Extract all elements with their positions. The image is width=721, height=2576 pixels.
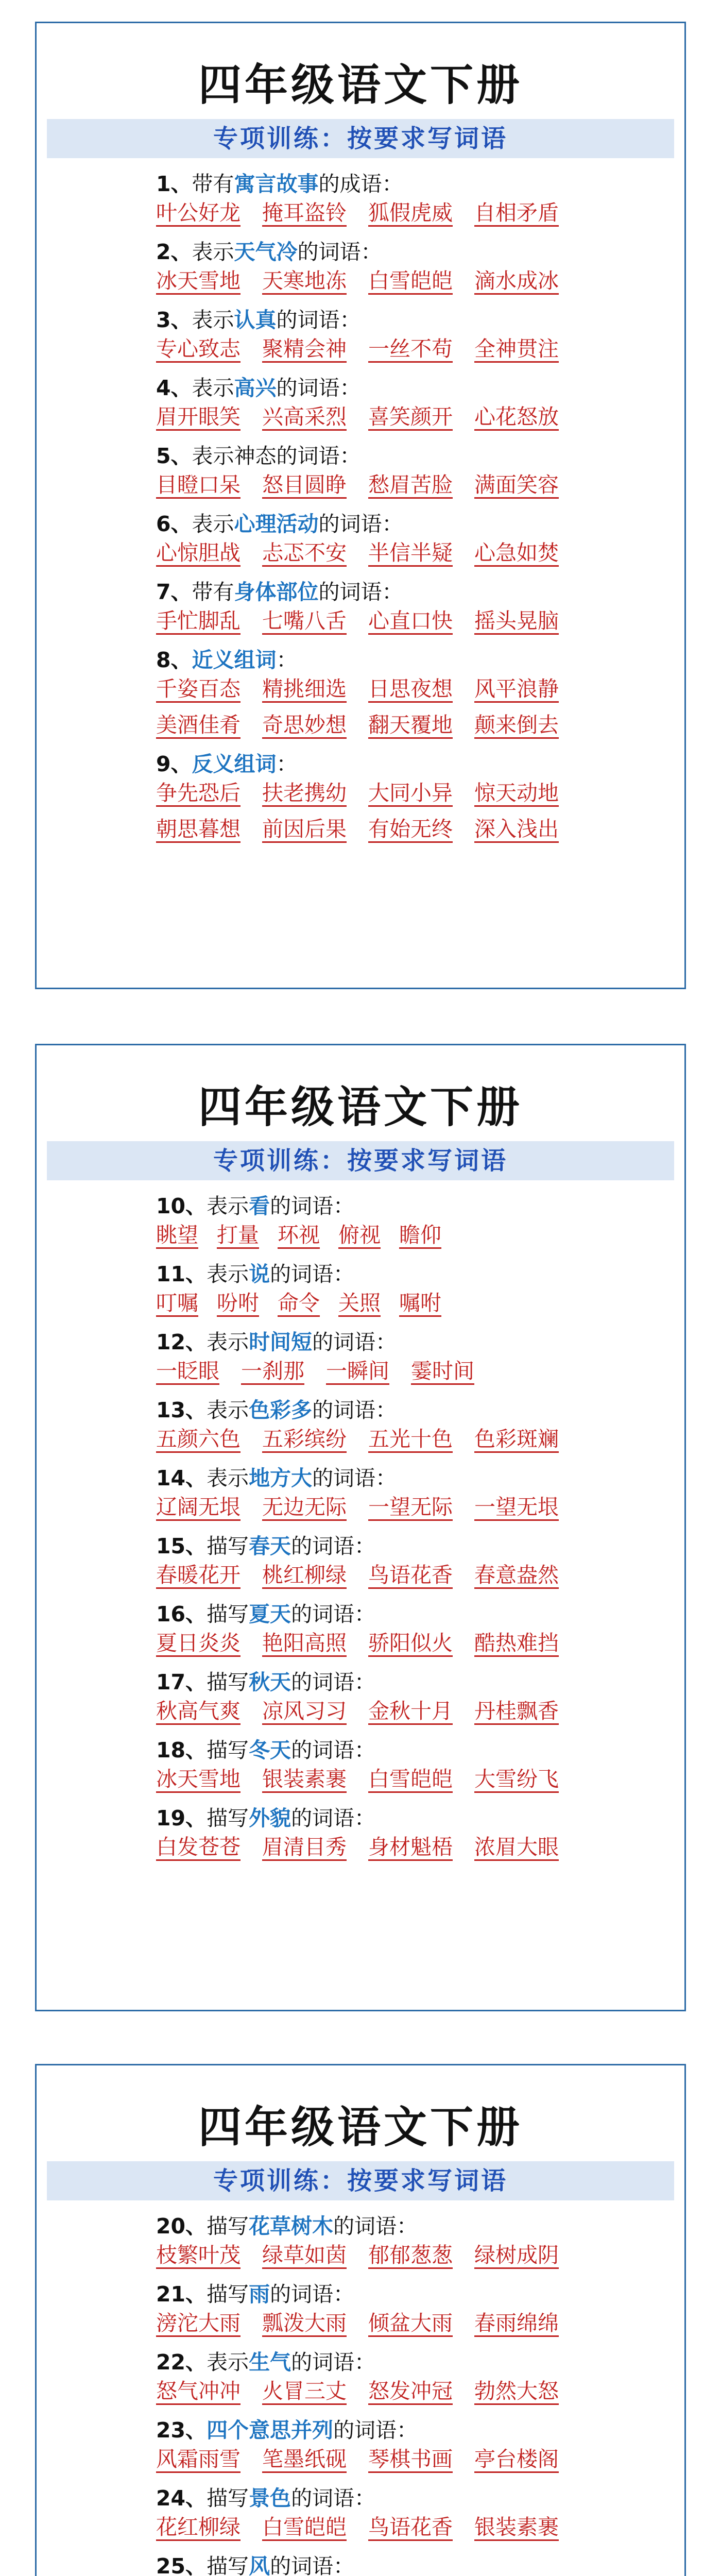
answer-word: 命令 bbox=[278, 1291, 320, 1317]
answer-word: 半信半疑 bbox=[368, 540, 453, 567]
question-line bbox=[156, 1599, 684, 1630]
question-text: 描写 bbox=[207, 1738, 249, 1762]
answer-word: 颠来倒去 bbox=[474, 713, 559, 739]
question-keyword: 色彩多 bbox=[249, 1398, 313, 1422]
answer-row bbox=[156, 779, 684, 816]
answer-row bbox=[156, 1630, 684, 1666]
question-line bbox=[156, 2211, 684, 2242]
answer-word: 郁郁葱葱 bbox=[368, 2243, 453, 2269]
answer-row bbox=[156, 2378, 684, 2414]
question-text: 带有 bbox=[192, 580, 234, 604]
question-text-end: 的词语： bbox=[291, 1738, 376, 1762]
question-line bbox=[156, 1803, 684, 1834]
answer-word: 喜笑颜开 bbox=[368, 404, 453, 431]
answer-row bbox=[156, 816, 684, 852]
question-number: 14、 bbox=[156, 1466, 207, 1490]
answer-word: 掩耳盗铃 bbox=[262, 200, 347, 227]
question-text: 表示 bbox=[192, 512, 234, 536]
question-number: 2、 bbox=[156, 240, 192, 264]
answer-row bbox=[156, 335, 684, 371]
question-keyword: 四个意思并列 bbox=[207, 2418, 334, 2443]
question-number: 13、 bbox=[156, 1398, 207, 1422]
answer-word: 狐假虎威 bbox=[368, 200, 453, 227]
answer-word: 丹桂飘香 bbox=[474, 1699, 559, 1725]
question-keyword: 风 bbox=[249, 2554, 270, 2576]
answer-word: 一刹那 bbox=[241, 1359, 304, 1385]
answer-word: 一眨眼 bbox=[156, 1359, 219, 1385]
answer-word: 辽阔无垠 bbox=[156, 1495, 241, 1521]
question-line bbox=[156, 2279, 684, 2310]
answer-word: 浓眉大眼 bbox=[474, 1835, 559, 1861]
answer-word: 有始无终 bbox=[368, 817, 453, 843]
question-number: 11、 bbox=[156, 1262, 207, 1286]
answer-word: 俯视 bbox=[338, 1223, 381, 1249]
answer-word: 环视 bbox=[278, 1223, 320, 1249]
question-number: 23、 bbox=[156, 2418, 207, 2443]
answer-word: 鸟语花香 bbox=[368, 1563, 453, 1589]
answer-word: 色彩斑斓 bbox=[474, 1427, 559, 1453]
answer-word: 嘱咐 bbox=[399, 1291, 441, 1317]
question-text-end: 的词语： bbox=[270, 2282, 355, 2307]
question-number: 3、 bbox=[156, 308, 192, 332]
question-keyword: 心理活动 bbox=[234, 512, 319, 536]
answer-word: 枝繁叶茂 bbox=[156, 2243, 241, 2269]
question-line bbox=[156, 645, 684, 675]
question-number: 25、 bbox=[156, 2554, 207, 2576]
answer-word: 怒发冲冠 bbox=[368, 2379, 453, 2405]
answer-word: 美酒佳肴 bbox=[156, 713, 241, 739]
answer-word: 白发苍苍 bbox=[156, 1835, 241, 1861]
answer-word: 春意盎然 bbox=[474, 1563, 559, 1589]
answer-row bbox=[156, 711, 684, 748]
answer-word: 眉清目秀 bbox=[262, 1835, 347, 1861]
answer-word: 忐忑不安 bbox=[262, 540, 347, 567]
answer-word: 五颜六色 bbox=[156, 1427, 241, 1453]
answer-word: 专心致志 bbox=[156, 336, 241, 363]
question-keyword: 寓言故事 bbox=[234, 172, 319, 196]
question-text: 表示 bbox=[207, 1466, 249, 1490]
question-text: 表示 bbox=[192, 308, 234, 332]
question-text-end: 的词语： bbox=[291, 1806, 376, 1831]
answer-word: 琴棋书画 bbox=[368, 2447, 453, 2473]
question-line bbox=[156, 440, 684, 471]
answer-row bbox=[156, 1834, 684, 1870]
answer-row bbox=[156, 1766, 684, 1802]
question-number: 8、 bbox=[156, 648, 192, 672]
card-subtitle: 专项训练：按要求写词语 bbox=[47, 2161, 674, 2200]
answer-word: 前因后果 bbox=[262, 817, 347, 843]
answer-word: 霎时间 bbox=[411, 1359, 474, 1385]
answer-word: 眉开眼笑 bbox=[156, 404, 241, 431]
answer-word: 叮嘱 bbox=[156, 1291, 198, 1317]
answer-row bbox=[156, 1290, 684, 1326]
answer-word: 金秋十月 bbox=[368, 1699, 453, 1725]
question-keyword: 春天 bbox=[249, 1534, 291, 1558]
question-text: 表示神态的词语： bbox=[192, 444, 361, 468]
answer-word: 争先恐后 bbox=[156, 781, 241, 807]
answer-word: 滂沱大雨 bbox=[156, 2311, 241, 2337]
question-text-end: 的词语： bbox=[291, 1670, 376, 1694]
question-text-end: 的词语： bbox=[291, 1602, 376, 1626]
question-text-end: 的词语： bbox=[297, 240, 382, 264]
answer-word: 怒目圆睁 bbox=[262, 472, 347, 499]
answer-word: 火冒三丈 bbox=[262, 2379, 347, 2405]
answer-word: 打量 bbox=[217, 1223, 259, 1249]
answer-word: 叶公好龙 bbox=[156, 200, 241, 227]
answer-row bbox=[156, 1698, 684, 1734]
question-number: 12、 bbox=[156, 1330, 207, 1354]
answer-word: 惊天动地 bbox=[474, 781, 559, 807]
question-keyword: 冬天 bbox=[249, 1738, 291, 1762]
question-text-end: ： bbox=[276, 752, 298, 776]
answer-word: 自相矛盾 bbox=[474, 200, 559, 227]
card-title: 四年级语文下册 bbox=[198, 2102, 523, 2153]
question-keyword: 天气冷 bbox=[234, 240, 298, 264]
answer-row bbox=[156, 471, 684, 507]
question-number: 9、 bbox=[156, 752, 192, 776]
answer-row bbox=[156, 675, 684, 711]
answer-word: 满面笑容 bbox=[474, 472, 559, 499]
question-number: 17、 bbox=[156, 1670, 207, 1694]
question-keyword: 雨 bbox=[249, 2282, 270, 2307]
answer-row bbox=[156, 199, 684, 235]
question-text: 描写 bbox=[207, 2282, 249, 2307]
answer-word: 手忙脚乱 bbox=[156, 608, 241, 635]
question-line bbox=[156, 1191, 684, 1222]
answer-row bbox=[156, 2514, 684, 2550]
question-text: 表示 bbox=[207, 1262, 249, 1286]
question-text-end: 的词语： bbox=[291, 2350, 376, 2375]
answer-word: 五光十色 bbox=[368, 1427, 453, 1453]
question-text: 描写 bbox=[207, 2554, 249, 2576]
answer-row bbox=[156, 1222, 684, 1258]
answer-row bbox=[156, 2242, 684, 2278]
answer-word: 风平浪静 bbox=[474, 676, 559, 703]
answer-word: 鸟语花香 bbox=[368, 2515, 453, 2541]
question-number: 4、 bbox=[156, 376, 192, 400]
answer-word: 秋高气爽 bbox=[156, 1699, 241, 1725]
answer-word: 银装素裹 bbox=[474, 2515, 559, 2541]
question-text: 表示 bbox=[192, 376, 234, 400]
question-text-end: 的词语： bbox=[291, 1534, 376, 1558]
answer-word: 勃然大怒 bbox=[474, 2379, 559, 2405]
answer-word: 桃红柳绿 bbox=[262, 1563, 347, 1589]
answer-row bbox=[156, 539, 684, 575]
answer-word: 花红柳绿 bbox=[156, 2515, 241, 2541]
answer-row bbox=[156, 1494, 684, 1530]
answer-word: 奇思妙想 bbox=[262, 713, 347, 739]
question-line bbox=[156, 236, 684, 267]
answer-word: 白雪皑皑 bbox=[368, 268, 453, 295]
question-text: 表示 bbox=[207, 1194, 249, 1218]
question-keyword: 地方大 bbox=[249, 1466, 313, 1490]
card-subtitle: 专项训练：按要求写词语 bbox=[47, 1141, 674, 1180]
question-text: 表示 bbox=[207, 1330, 249, 1354]
answer-word: 无边无际 bbox=[262, 1495, 347, 1521]
question-text-end: 的词语： bbox=[276, 308, 361, 332]
question-line bbox=[156, 1531, 684, 1562]
question-text: 表示 bbox=[207, 2350, 249, 2375]
answer-word: 眺望 bbox=[156, 1223, 198, 1249]
question-text: 表示 bbox=[207, 1398, 249, 1422]
answer-word: 千姿百态 bbox=[156, 676, 241, 703]
answer-word: 绿树成阴 bbox=[474, 2243, 559, 2269]
question-line bbox=[156, 2551, 684, 2576]
answer-word: 朝思暮想 bbox=[156, 817, 241, 843]
answer-word: 心花怒放 bbox=[474, 404, 559, 431]
answer-word: 大雪纷飞 bbox=[474, 1767, 559, 1793]
question-keyword: 花草树木 bbox=[249, 2214, 334, 2239]
question-keyword: 景色 bbox=[249, 2486, 291, 2511]
answer-word: 银装素裹 bbox=[262, 1767, 347, 1793]
answer-word: 摇头晃脑 bbox=[474, 608, 559, 635]
question-text-end: 的词语： bbox=[312, 1398, 397, 1422]
answer-word: 一瞬间 bbox=[326, 1359, 389, 1385]
answer-row bbox=[156, 1562, 684, 1598]
answer-word: 心惊胆战 bbox=[156, 540, 241, 567]
question-number: 7、 bbox=[156, 580, 192, 604]
question-number: 15、 bbox=[156, 1534, 207, 1558]
answer-word: 大同小异 bbox=[368, 781, 453, 807]
answer-word: 扶老携幼 bbox=[262, 781, 347, 807]
answer-word: 一望无垠 bbox=[474, 1495, 559, 1521]
question-keyword: 近义组词 bbox=[192, 648, 277, 672]
answer-word: 聚精会神 bbox=[262, 336, 347, 363]
answer-word: 冰天雪地 bbox=[156, 1767, 241, 1793]
answer-word: 七嘴八舌 bbox=[262, 608, 347, 635]
question-number: 16、 bbox=[156, 1602, 207, 1626]
question-number: 21、 bbox=[156, 2282, 207, 2307]
question-text: 描写 bbox=[207, 1534, 249, 1558]
card-title: 四年级语文下册 bbox=[198, 59, 523, 110]
question-text-end: 的词语： bbox=[291, 2486, 376, 2511]
card-title: 四年级语文下册 bbox=[198, 1081, 523, 1132]
question-number: 5、 bbox=[156, 444, 192, 468]
question-text-end: 的成语： bbox=[318, 172, 403, 196]
question-line bbox=[156, 749, 684, 779]
question-line bbox=[156, 304, 684, 335]
question-keyword: 时间短 bbox=[249, 1330, 313, 1354]
worksheet-card-2 bbox=[35, 1044, 686, 2011]
answer-row bbox=[156, 267, 684, 303]
question-line bbox=[156, 1327, 684, 1358]
question-keyword: 说 bbox=[249, 1262, 270, 1286]
answer-word: 全神贯注 bbox=[474, 336, 559, 363]
question-keyword: 认真 bbox=[234, 308, 277, 332]
question-keyword: 生气 bbox=[249, 2350, 291, 2375]
question-text: 描写 bbox=[207, 2486, 249, 2511]
question-number: 1、 bbox=[156, 172, 192, 196]
question-number: 6、 bbox=[156, 512, 192, 536]
question-line bbox=[156, 2347, 684, 2378]
answer-word: 一望无际 bbox=[368, 1495, 453, 1521]
answer-word: 天寒地冻 bbox=[262, 268, 347, 295]
question-text-end: 的词语： bbox=[312, 1466, 397, 1490]
question-line bbox=[156, 1259, 684, 1290]
answer-word: 瞻仰 bbox=[399, 1223, 441, 1249]
question-line bbox=[156, 372, 684, 403]
question-keyword: 看 bbox=[249, 1194, 270, 1218]
answer-word: 酷热难挡 bbox=[474, 1631, 559, 1657]
answer-word: 关照 bbox=[338, 1291, 381, 1317]
question-keyword: 外貌 bbox=[249, 1806, 291, 1831]
question-line bbox=[156, 2483, 684, 2514]
question-number: 24、 bbox=[156, 2486, 207, 2511]
question-number: 22、 bbox=[156, 2350, 207, 2375]
question-text: 描写 bbox=[207, 2214, 249, 2239]
answer-word: 滴水成冰 bbox=[474, 268, 559, 295]
answer-word: 吩咐 bbox=[217, 1291, 259, 1317]
worksheet-card-1 bbox=[35, 22, 686, 989]
question-number: 10、 bbox=[156, 1194, 207, 1218]
question-keyword: 身体部位 bbox=[234, 580, 319, 604]
question-text-end: 的词语： bbox=[270, 2554, 355, 2576]
section-list bbox=[37, 1191, 684, 1870]
question-text-end: 的词语： bbox=[270, 1194, 355, 1218]
question-line bbox=[156, 1395, 684, 1426]
question-text: 表示 bbox=[192, 240, 234, 264]
answer-word: 深入浅出 bbox=[474, 817, 559, 843]
answer-word: 精挑细选 bbox=[262, 676, 347, 703]
answer-word: 五彩缤纷 bbox=[262, 1427, 347, 1453]
worksheet-card-3 bbox=[35, 2064, 686, 2576]
question-text-end: 的词语： bbox=[333, 2418, 418, 2443]
question-text-end: ： bbox=[276, 648, 298, 672]
question-text-end: 的词语： bbox=[318, 580, 403, 604]
answer-word: 兴高采烈 bbox=[262, 404, 347, 431]
answer-word: 身材魁梧 bbox=[368, 1835, 453, 1861]
answer-word: 愁眉苦脸 bbox=[368, 472, 453, 499]
answer-row bbox=[156, 607, 684, 643]
answer-word: 夏日炎炎 bbox=[156, 1631, 241, 1657]
answer-word: 绿草如茵 bbox=[262, 2243, 347, 2269]
answer-word: 骄阳似火 bbox=[368, 1631, 453, 1657]
question-text-end: 的词语： bbox=[318, 512, 403, 536]
answer-row bbox=[156, 403, 684, 439]
answer-word: 怒气冲冲 bbox=[156, 2379, 241, 2405]
question-text: 带有 bbox=[192, 172, 234, 196]
section-list bbox=[37, 168, 684, 852]
answer-word: 白雪皑皑 bbox=[368, 1767, 453, 1793]
question-line bbox=[156, 1463, 684, 1494]
answer-word: 目瞪口呆 bbox=[156, 472, 241, 499]
answer-word: 亭台楼阁 bbox=[474, 2447, 559, 2473]
answer-word: 一丝不苟 bbox=[368, 336, 453, 363]
answer-word: 凉风习习 bbox=[262, 1699, 347, 1725]
question-line bbox=[156, 509, 684, 539]
question-line bbox=[156, 577, 684, 607]
question-text: 描写 bbox=[207, 1806, 249, 1831]
question-text: 描写 bbox=[207, 1670, 249, 1694]
answer-word: 风霜雨雪 bbox=[156, 2447, 241, 2473]
question-keyword: 反义组词 bbox=[192, 752, 277, 776]
answer-word: 白雪皑皑 bbox=[262, 2515, 347, 2541]
card-subtitle: 专项训练：按要求写词语 bbox=[47, 119, 674, 158]
answer-row bbox=[156, 1426, 684, 1462]
question-line bbox=[156, 168, 684, 199]
answer-row bbox=[156, 2310, 684, 2346]
answer-row bbox=[156, 1358, 684, 1394]
answer-word: 心直口快 bbox=[368, 608, 453, 635]
question-number: 20、 bbox=[156, 2214, 207, 2239]
question-text-end: 的词语： bbox=[276, 376, 361, 400]
question-line bbox=[156, 1667, 684, 1698]
answer-row bbox=[156, 2446, 684, 2482]
answer-word: 春雨绵绵 bbox=[474, 2311, 559, 2337]
question-text-end: 的词语： bbox=[312, 1330, 397, 1354]
answer-word: 冰天雪地 bbox=[156, 268, 241, 295]
question-line bbox=[156, 2415, 684, 2446]
answer-word: 心急如焚 bbox=[474, 540, 559, 567]
question-number: 18、 bbox=[156, 1738, 207, 1762]
question-keyword: 高兴 bbox=[234, 376, 277, 400]
section-list bbox=[37, 2211, 684, 2576]
answer-word: 艳阳高照 bbox=[262, 1631, 347, 1657]
answer-word: 翻天覆地 bbox=[368, 713, 453, 739]
answer-word: 春暖花开 bbox=[156, 1563, 241, 1589]
question-keyword: 夏天 bbox=[249, 1602, 291, 1626]
question-number: 19、 bbox=[156, 1806, 207, 1831]
answer-word: 笔墨纸砚 bbox=[262, 2447, 347, 2473]
question-text-end: 的词语： bbox=[333, 2214, 418, 2239]
answer-word: 瓢泼大雨 bbox=[262, 2311, 347, 2337]
question-line bbox=[156, 1735, 684, 1766]
question-keyword: 秋天 bbox=[249, 1670, 291, 1694]
answer-word: 倾盆大雨 bbox=[368, 2311, 453, 2337]
question-text-end: 的词语： bbox=[270, 1262, 355, 1286]
question-text: 描写 bbox=[207, 1602, 249, 1626]
answer-word: 日思夜想 bbox=[368, 676, 453, 703]
